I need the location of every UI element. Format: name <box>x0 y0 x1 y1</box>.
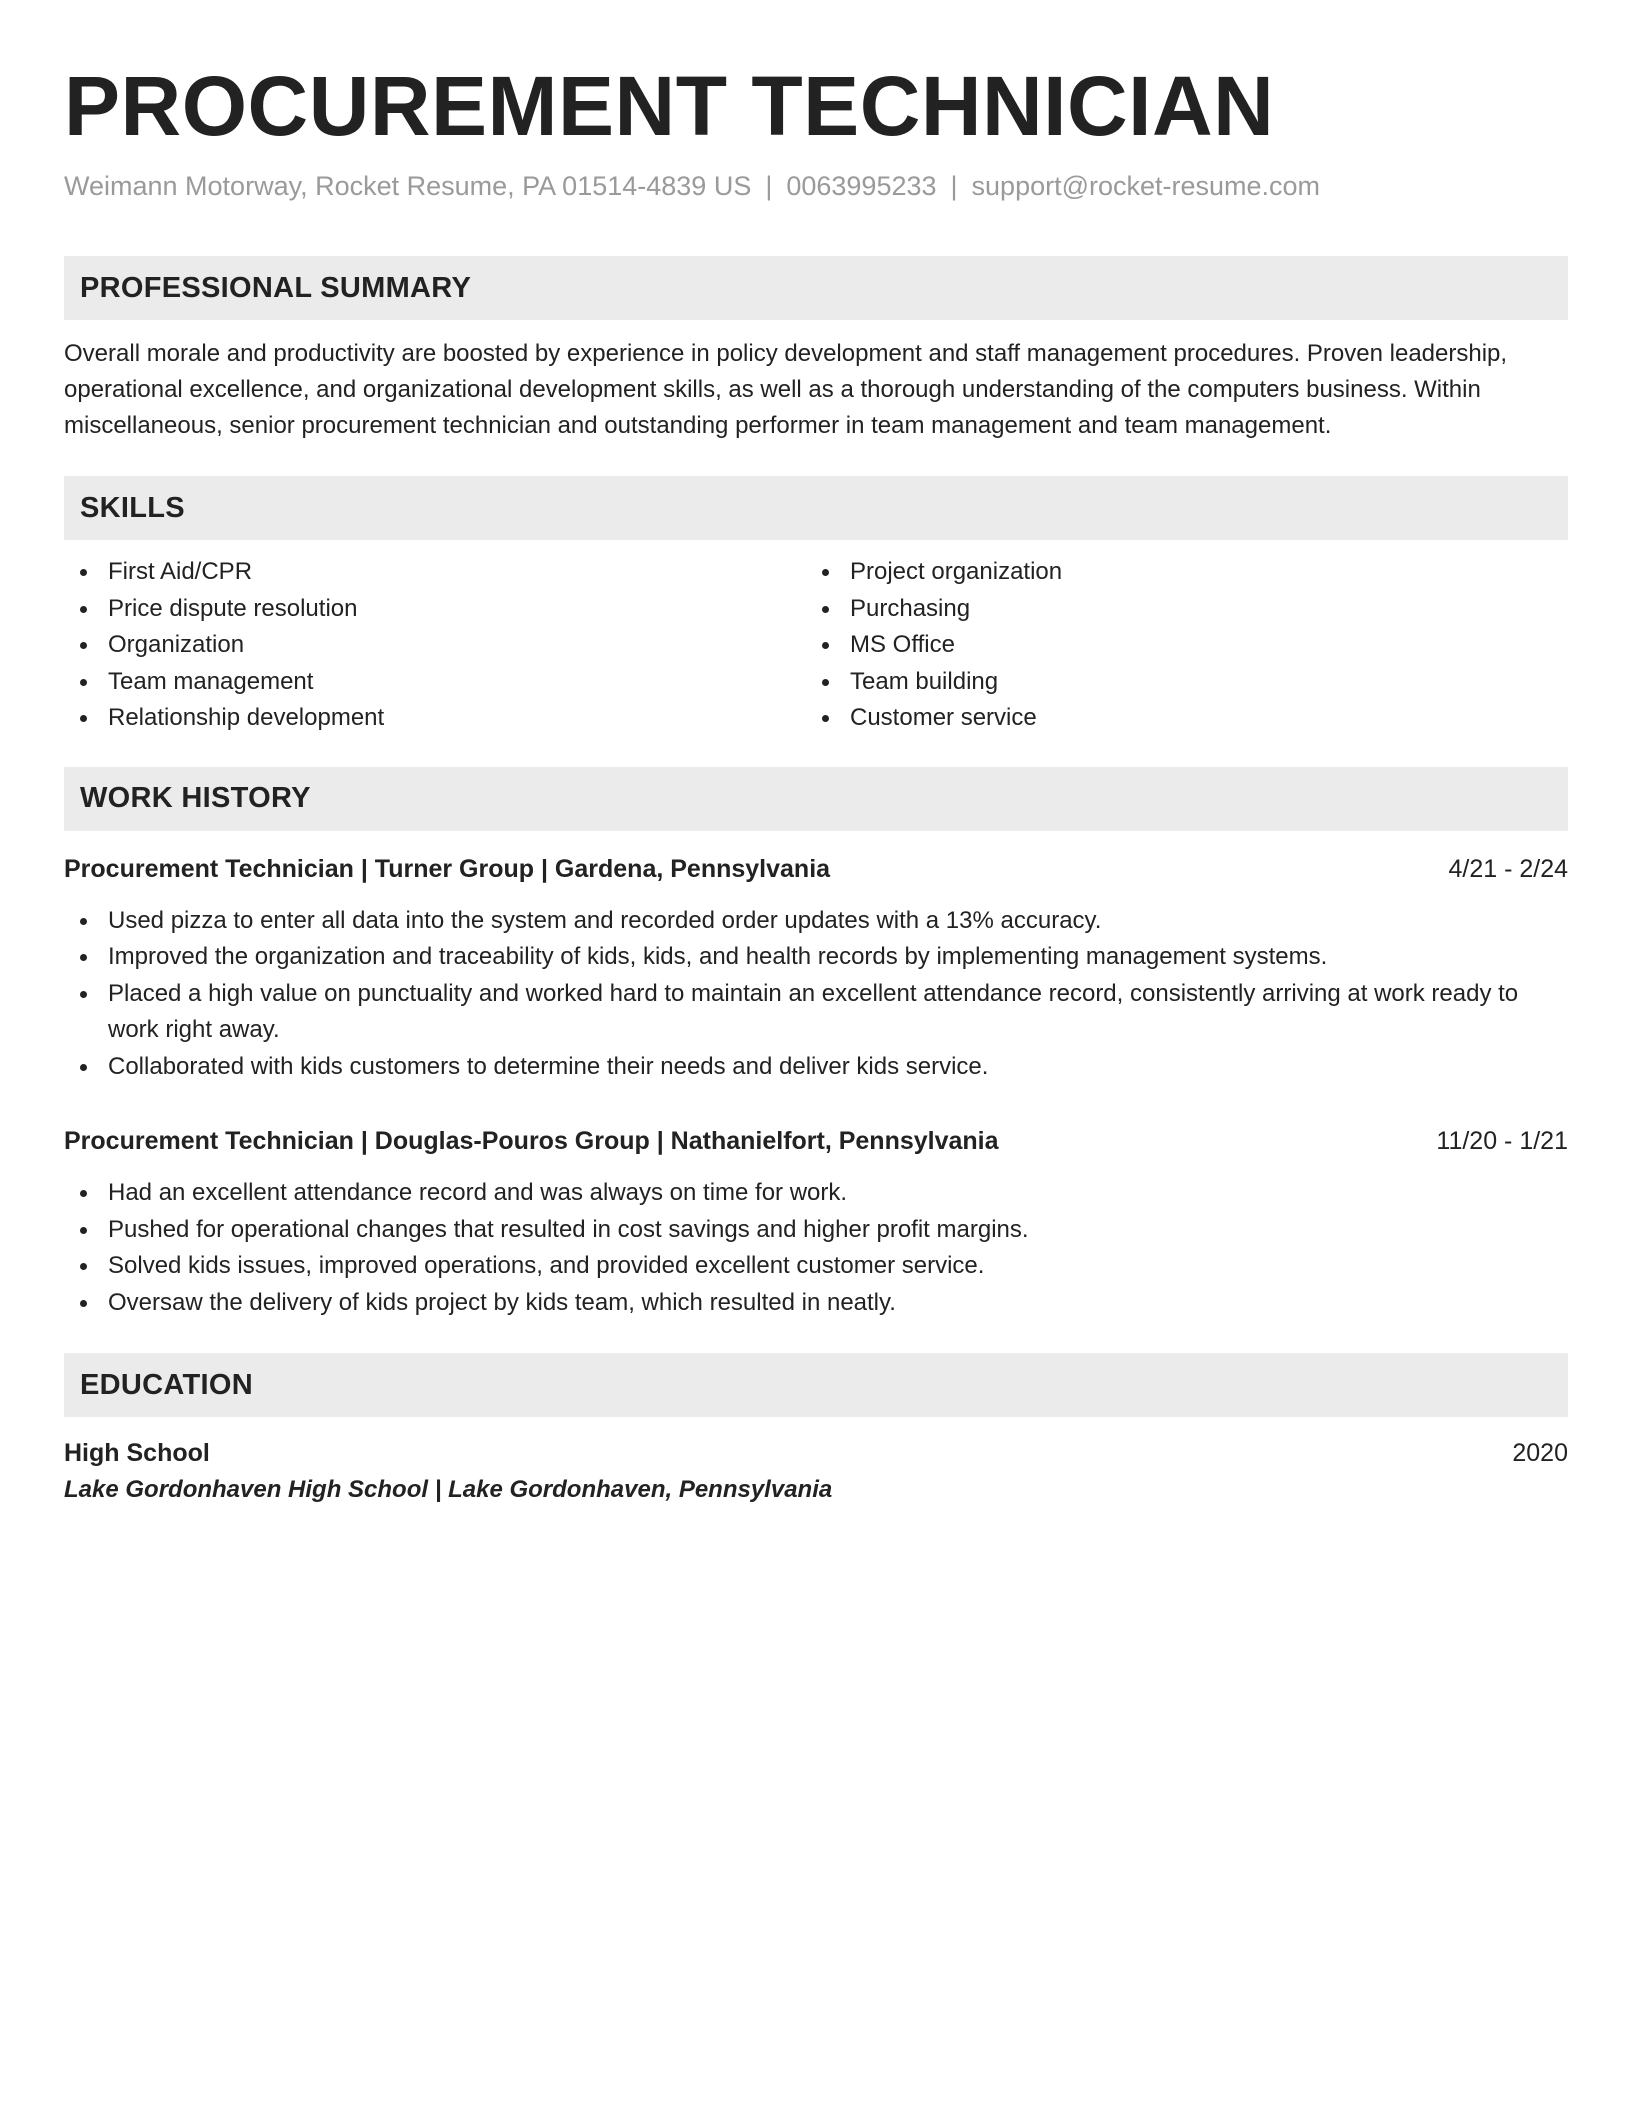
education-school: Lake Gordonhaven High School | Lake Gordonhaven, Pennsylvania <box>64 1476 833 1503</box>
summary-text: Overall morale and productivity are boosted by experience in policy development and staff management procedures. Proven leadership, operational excellence, and organizational development skills, as well as a thorough understanding of the computers business. Within miscellaneous, senior procurement technician and outstanding performer in team management and team management. <box>64 340 1508 439</box>
skill-item: Team building <box>806 664 1548 701</box>
education-section-header: EDUCATION <box>64 1353 1568 1417</box>
contact-email: support@rocket-resume.com <box>971 171 1321 201</box>
job-bullets <box>64 1175 1568 1321</box>
education-row <box>64 1435 1568 1471</box>
skill-item: Team management <box>64 664 806 701</box>
resume-page <box>64 0 1568 1509</box>
contact-line <box>64 168 1568 204</box>
education-year: 2020 <box>1512 1439 1568 1467</box>
resume-name: PROCUREMENT TECHNICIAN <box>64 59 1275 153</box>
skills-grid <box>64 554 1568 737</box>
skills-column-left <box>64 554 806 737</box>
job-bullet: Oversaw the delivery of kids project by kids team, which resulted in neatly. <box>64 1285 1568 1322</box>
job-bullet: Used pizza to enter all data into the system and recorded order updates with a 13% accuracy. <box>64 903 1568 940</box>
job-bullet: Pushed for operational changes that resulted in cost savings and higher profit margins. <box>64 1212 1568 1249</box>
job-title-row <box>64 1123 1568 1159</box>
job-dates: 4/21 - 2/24 <box>1448 854 1568 883</box>
summary-section-header: PROFESSIONAL SUMMARY <box>64 256 1568 320</box>
job-dates: 11/20 - 1/21 <box>1436 1127 1568 1155</box>
contact-separator: | <box>765 171 773 201</box>
skill-item: First Aid/CPR <box>64 554 806 591</box>
job-bullet: Collaborated with kids customers to determine their needs and deliver kids service. <box>64 1049 1568 1086</box>
contact-phone: 0063995233 <box>786 171 937 201</box>
job-title: Procurement Technician | Douglas-Pouros Group | Nathanielfort, Pennsylvania <box>64 1127 999 1155</box>
job-entry <box>64 851 1568 1086</box>
contact-address: Weimann Motorway, Rocket Resume, PA 01514-4839 US <box>64 171 752 201</box>
education-entry <box>64 1435 1568 1509</box>
job-bullet: Placed a high value on punctuality and worked hard to maintain an excellent attendance record, consistently arriving at work ready to work right away. <box>64 976 1568 1049</box>
contact-separator: | <box>950 171 958 201</box>
skill-item: Price dispute resolution <box>64 591 806 628</box>
job-bullet: Solved kids issues, improved operations, and provided excellent customer service. <box>64 1248 1568 1285</box>
skill-item: Purchasing <box>806 591 1548 628</box>
skill-item: MS Office <box>806 627 1548 664</box>
skill-item: Relationship development <box>64 700 806 737</box>
education-degree: High School <box>64 1439 210 1467</box>
job-bullet: Improved the organization and traceability of kids, kids, and health records by implementing management systems. <box>64 939 1568 976</box>
job-bullets <box>64 903 1568 1086</box>
work-history-section-header: WORK HISTORY <box>64 767 1568 831</box>
job-title: Procurement Technician | Turner Group | Gardena, Pennsylvania <box>64 854 831 883</box>
job-title-row <box>64 851 1568 887</box>
skills-section-header: SKILLS <box>64 476 1568 540</box>
skills-column-right <box>806 554 1548 737</box>
job-bullet: Had an excellent attendance record and was always on time for work. <box>64 1175 1568 1212</box>
skill-item: Organization <box>64 627 806 664</box>
skill-item: Project organization <box>806 554 1548 591</box>
skill-item: Customer service <box>806 700 1548 737</box>
job-entry <box>64 1123 1568 1321</box>
